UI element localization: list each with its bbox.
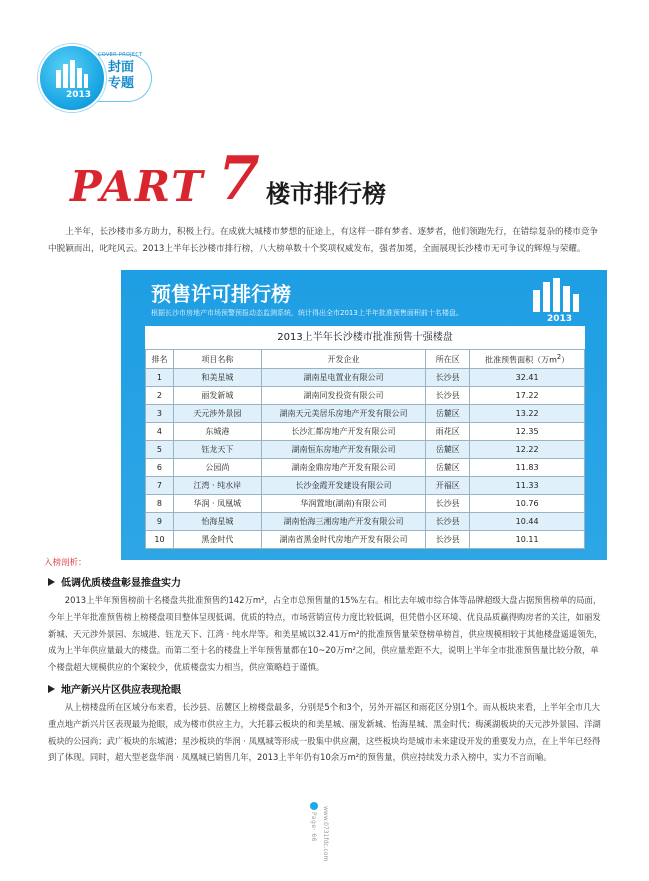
building-bars-icon — [529, 278, 585, 314]
cell-developer: 湖南同发投资有限公司 — [261, 387, 426, 405]
cell-project: 黑金时代 — [173, 531, 261, 549]
cell-rank: 4 — [146, 423, 174, 441]
section2-heading-text: 地产新兴片区供应表现抢眼 — [61, 685, 181, 696]
cell-area: 13.22 — [470, 405, 585, 423]
cell-rank: 2 — [146, 387, 174, 405]
cell-area: 17.22 — [470, 387, 585, 405]
title-part-number: 7 — [218, 144, 260, 214]
analysis-label: 入榜剖析： — [44, 558, 87, 568]
cell-developer: 湖南星电置业有限公司 — [261, 369, 426, 387]
page-title — [70, 144, 430, 214]
cell-district: 开福区 — [426, 477, 470, 495]
intro-paragraph: 上半年，长沙楼市多方助力，积极上行。在成就大城楼市梦想的征途上，有这样一群有梦者、逐梦者，他们领跑先行，在错综复杂的楼市竞争中脱颖而出，叱咤风云。2013上半年长沙楼市排行榜，八大榜单数十个奖项权威发布，强者加冕，全面展现长沙楼市无可争议的辉煌与荣耀。 — [48, 227, 599, 254]
panel-subtitle: 根据长沙市房地产市场预警预报动态监测系统，统计得出全市2013上半年批准预售面积前十名楼盘。 — [151, 309, 463, 317]
table-header-row — [146, 350, 585, 369]
cell-developer: 湖南天元美居乐房地产开发有限公司 — [261, 405, 426, 423]
cell-district: 长沙县 — [426, 369, 470, 387]
section1-body: 2013上半年预售榜前十名楼盘共批准预售约142万m²，占全市总预售量的15%左右。相比去年城市综合体等品牌超级大盘占据预售榜单的局面，今年上半年批准预售榜上榜楼盘项目整体呈现低调、优质的特点，市场营销宣传力度比较低调，但凭借小区环境、优良品质赢得购房者的关注，如丽发新城、天元涉外景园、东城港、钰龙天下、江湾 · 纯水岸等。和美星城以32.41万m²的批准预售量荣登榜单榜首，供应规模相较于其他楼盘遥遥领先，成为上半年供应量最大的楼盘。而第二至十名的楼盘上半年预售量都在10~20万m²之间，供应量差距不大，说明上半年全市批准预售量比较分散，单个楼盘超大规模供应的个案较少，优质楼盘实力相当，供应策略趋于谨慎。 — [48, 595, 603, 673]
cell-district: 长沙县 — [426, 513, 470, 531]
cell-area: 12.22 — [470, 441, 585, 459]
arrow-right-icon — [48, 685, 55, 693]
cell-project: 钰龙天下 — [173, 441, 261, 459]
table-row — [146, 531, 585, 549]
cell-district: 岳麓区 — [426, 441, 470, 459]
badge-cn-line1: 封面 — [108, 60, 135, 75]
section1-heading-text: 低调优质楼盘彰显推盘实力 — [61, 578, 181, 589]
table-row — [146, 459, 585, 477]
cell-area: 10.44 — [470, 513, 585, 531]
badge-cn-line2: 专题 — [108, 76, 135, 91]
badge-circle — [38, 44, 106, 112]
table-row — [146, 513, 585, 531]
cell-area: 12.35 — [470, 423, 585, 441]
title-part: PART — [70, 162, 205, 211]
table-row — [146, 387, 585, 405]
cell-rank: 9 — [146, 513, 174, 531]
panel-logo — [529, 278, 585, 324]
panel-title: 预售许可排行榜 — [151, 282, 291, 306]
cell-district: 雨花区 — [426, 423, 470, 441]
badge-en-label: COVER PROJECT — [98, 52, 143, 58]
table-row — [146, 495, 585, 513]
presale-ranking-panel — [121, 270, 607, 560]
site-url: www.0731fdc.com — [322, 806, 329, 862]
cell-rank: 1 — [146, 369, 174, 387]
cell-rank: 5 — [146, 441, 174, 459]
cover-project-badge — [38, 44, 148, 114]
cell-area: 10.76 — [470, 495, 585, 513]
cell-developer: 湖南金鼎房地产开发有限公司 — [261, 459, 426, 477]
cell-district: 长沙县 — [426, 531, 470, 549]
cell-rank: 3 — [146, 405, 174, 423]
section2-body: 从上榜楼盘所在区域分布来看，长沙县、岳麓区上榜楼盘最多，分别是5个和3个，另外开福区和雨花区分别1个。而从板块来看，上半年全市几大重点地产新兴片区表现最为抢眼，成为楼市供应主力，大托暮云板块的和美星城、丽发新城、怡海星城、黑金时代；梅溪湖板块的天元涉外景园、洋湖板块的公园尚；武广板块的东城港；星沙板块的华润 · 凤凰城等形成一股集中供应潮，这些板块均是城市未来建设开发的重要发力点，在上半年已经得到了体现。同时，超大型老盘华润 · 凤凰城已销售几年，2013上半年仍有10余万m²的预售量，供应持续发力杀入榜中，实力不言而喻。 — [48, 702, 601, 763]
col-developer: 开发企业 — [261, 350, 426, 369]
col-area: 批准预售面积（万$m^2$） — [470, 350, 585, 369]
page-number: Page· 66 — [310, 812, 317, 842]
arrow-right-icon — [48, 578, 55, 586]
cell-developer: 长沙金霞开发建设有限公司 — [261, 477, 426, 495]
section1-heading — [48, 574, 181, 589]
cell-district: 长沙县 — [426, 387, 470, 405]
panel-logo-year: 2013 — [547, 314, 573, 324]
table-row — [146, 477, 585, 495]
cell-rank: 7 — [146, 477, 174, 495]
col-project: 项目名称 — [173, 350, 261, 369]
cell-district: 长沙县 — [426, 495, 470, 513]
building-bars-icon — [54, 60, 90, 90]
cell-developer: 湖南恒东房地产开发有限公司 — [261, 441, 426, 459]
cell-project: 公园尚 — [173, 459, 261, 477]
cell-area: 32.41 — [470, 369, 585, 387]
col-district: 所在区 — [426, 350, 470, 369]
ranking-table-container — [145, 326, 585, 549]
table-row — [146, 423, 585, 441]
cell-developer: 湖南怡海三湘房地产开发有限公司 — [261, 513, 426, 531]
table-row — [146, 405, 585, 423]
cell-developer: 湖南省黑金时代房地产开发有限公司 — [261, 531, 426, 549]
cell-area: 11.33 — [470, 477, 585, 495]
badge-cn-label — [108, 60, 138, 92]
col-rank: 排名 — [146, 350, 174, 369]
cell-project: 东城港 — [173, 423, 261, 441]
table-row — [146, 441, 585, 459]
table-title: 2013上半年长沙楼市批准预售十强楼盘 — [277, 332, 453, 343]
cell-district: 岳麓区 — [426, 405, 470, 423]
ranking-table — [145, 349, 585, 549]
cell-rank: 6 — [146, 459, 174, 477]
cell-project: 天元涉外景园 — [173, 405, 261, 423]
cell-developer: 华润置地(湖南)有限公司 — [261, 495, 426, 513]
section2-heading — [48, 681, 181, 696]
cell-rank: 8 — [146, 495, 174, 513]
cell-area: 11.83 — [470, 459, 585, 477]
cell-rank: 10 — [146, 531, 174, 549]
cell-developer: 长沙汇都房地产开发有限公司 — [261, 423, 426, 441]
cell-project: 华润 · 凤凰城 — [173, 495, 261, 513]
title-cn: 楼市排行榜 — [266, 180, 386, 208]
page-dot-icon — [310, 802, 318, 810]
cell-district: 岳麓区 — [426, 459, 470, 477]
cell-project: 江湾 · 纯水岸 — [173, 477, 261, 495]
cell-project: 和美星城 — [173, 369, 261, 387]
cell-area: 10.11 — [470, 531, 585, 549]
cell-project: 丽发新城 — [173, 387, 261, 405]
table-row — [146, 369, 585, 387]
cell-project: 怡海星城 — [173, 513, 261, 531]
badge-year: 2013 — [66, 90, 92, 100]
page-marker — [308, 802, 336, 872]
